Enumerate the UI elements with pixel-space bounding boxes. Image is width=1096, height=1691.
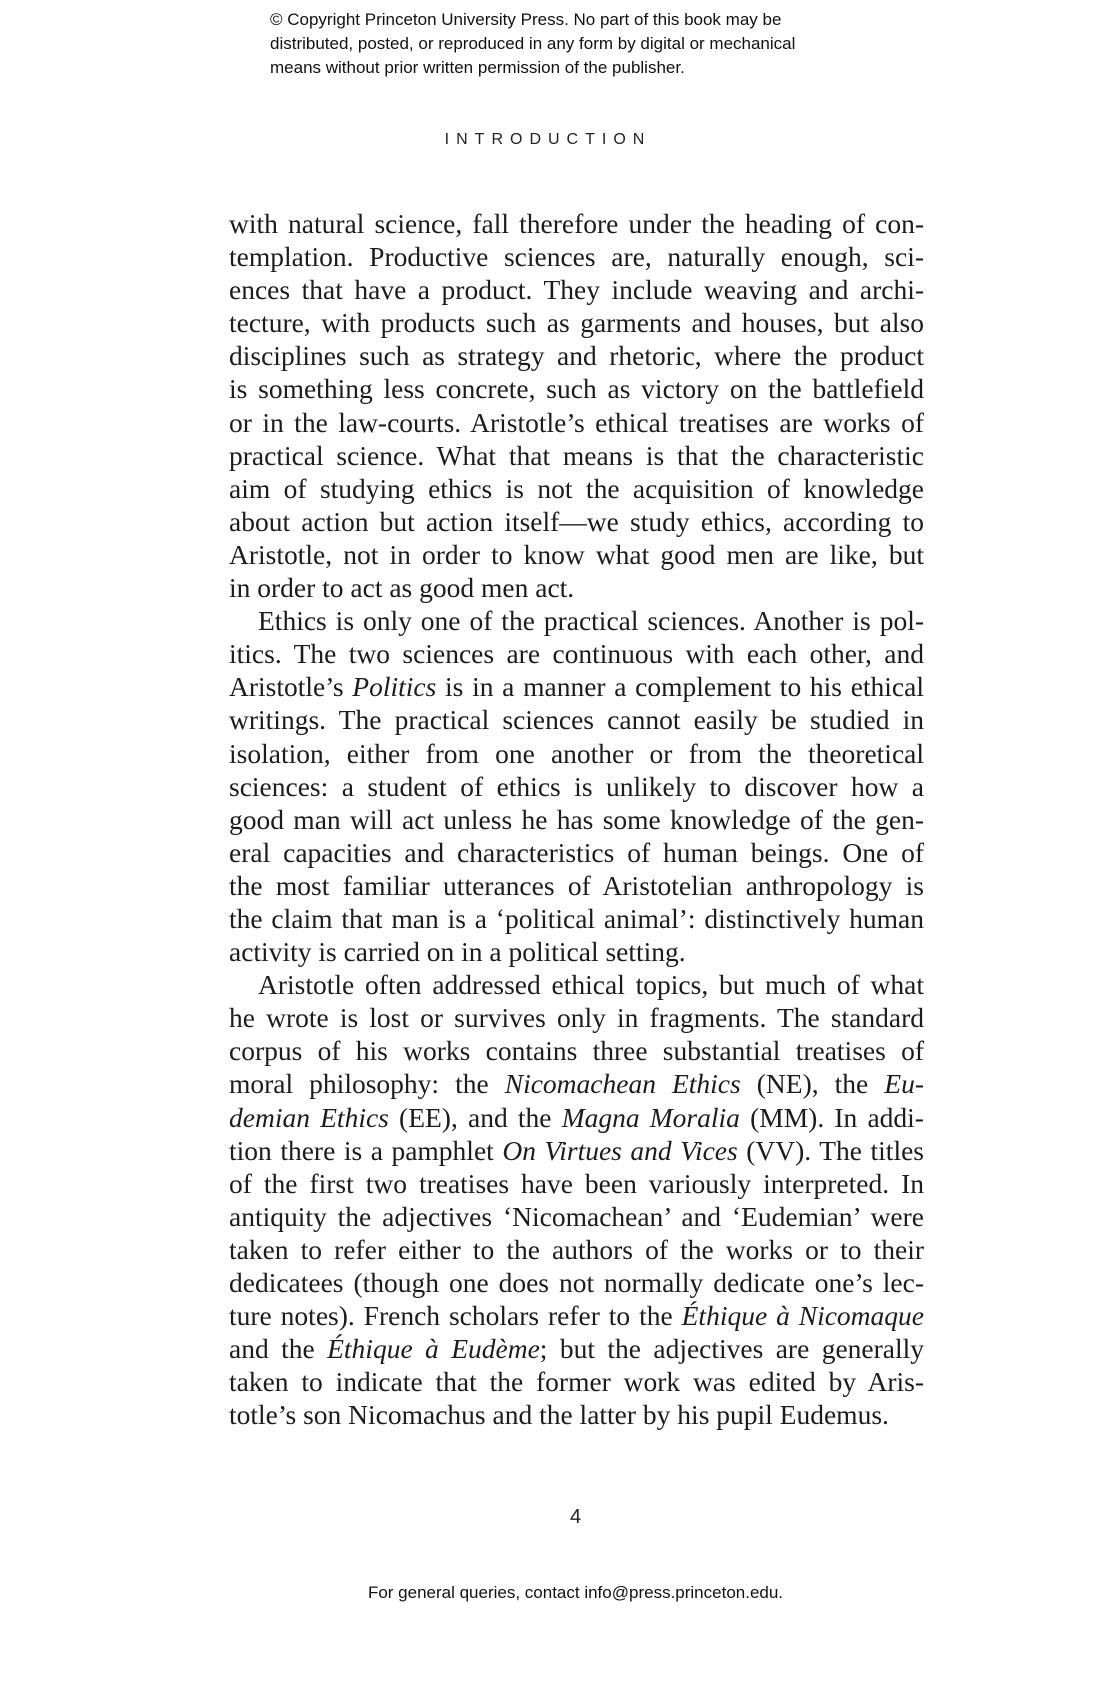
text-line: in order to act as good men act. bbox=[229, 572, 575, 604]
footer-contact: For general queries, contact info@press.princeton.edu. bbox=[367, 1583, 784, 1602]
text-line: aim of studying ethics is not the acquisition of knowledge bbox=[229, 472, 924, 504]
text-line: Ethics is only one of the practical sciences. Another is pol- bbox=[258, 605, 924, 637]
text-line bbox=[229, 1134, 924, 1167]
text-line: itics. The two sciences are continuous with each other, and bbox=[229, 638, 924, 670]
text-line: the claim that man is a ‘political animal’: distinctively human bbox=[229, 902, 924, 934]
text-line: the most familiar utterances of Aristotelian anthropology is bbox=[229, 869, 924, 901]
text-line bbox=[229, 670, 924, 703]
italic-title: demian Ethics bbox=[229, 1101, 389, 1133]
text-line bbox=[229, 1332, 924, 1365]
italic-title: Éthique à Eudème bbox=[327, 1333, 540, 1365]
italic-title: Éthique à Nicomaque bbox=[681, 1300, 925, 1332]
italic-title: Eu- bbox=[884, 1068, 924, 1100]
italic-title: Nicomachean Ethics bbox=[504, 1068, 741, 1100]
text-segment: ; but the adjectives are generally bbox=[539, 1333, 924, 1365]
copyright-line: means without prior written permission of the publisher. bbox=[270, 58, 685, 77]
text-line: corpus of his works contains three substantial treatises of bbox=[229, 1035, 924, 1067]
text-line: sciences: a student of ethics is unlikely to discover how a bbox=[229, 770, 924, 802]
text-line: he wrote is lost or survives only in fragments. The standard bbox=[229, 1002, 924, 1034]
text-segment: Aristotle’s bbox=[229, 671, 353, 703]
text-line: dedicatees (though one does not normally dedicate one’s lec- bbox=[229, 1267, 924, 1298]
text-segment: (NE), the bbox=[740, 1068, 885, 1100]
text-line: is something less concrete, such as victory on the battlefield bbox=[229, 373, 924, 405]
text-line: with natural science, fall therefore under the heading of con- bbox=[229, 208, 924, 239]
text-line bbox=[229, 1067, 924, 1100]
text-segment: moral philosophy: the bbox=[229, 1068, 505, 1100]
italic-title: On Virtues and Vices bbox=[502, 1134, 738, 1166]
text-line: taken to refer either to the authors of the works or to their bbox=[229, 1233, 924, 1265]
text-segment: (MM). In addi- bbox=[739, 1101, 924, 1133]
text-line: tecture, with products such as garments and houses, but also bbox=[229, 307, 924, 339]
text-line: of the first two treatises have been variously interpreted. In bbox=[229, 1167, 924, 1199]
text-line: Aristotle, not in order to know what good men are like, but bbox=[229, 538, 924, 570]
text-line: or in the law-courts. Aristotle’s ethical treatises are works of bbox=[229, 406, 924, 438]
italic-title: Magna Moralia bbox=[561, 1101, 740, 1133]
text-line: writings. The practical sciences cannot easily be studied in bbox=[229, 704, 924, 736]
italic-title: Politics bbox=[352, 671, 437, 703]
text-segment: (VV). The titles bbox=[737, 1134, 924, 1166]
text-line: about action but action itself—we study ethics, according to bbox=[229, 505, 924, 537]
text-segment: is in a manner a complement to his ethical bbox=[436, 671, 924, 703]
text-line: antiquity the adjectives ‘Nicomachean’ and ‘Eudemian’ were bbox=[229, 1200, 924, 1232]
text-line bbox=[229, 1101, 924, 1134]
running-head: INTRODUCTION bbox=[444, 131, 652, 148]
text-segment: tion there is a pamphlet bbox=[229, 1134, 503, 1166]
text-line: disciplines such as strategy and rhetoric, where the product bbox=[229, 340, 924, 372]
text-line: eral capacities and characteristics of human beings. One of bbox=[229, 836, 924, 868]
copyright-line: © Copyright Princeton University Press. No part of this book may be bbox=[270, 10, 782, 29]
copyright-line: distributed, posted, or reproduced in any form by digital or mechanical bbox=[270, 34, 796, 53]
text-line: activity is carried on in a political setting. bbox=[229, 936, 686, 968]
text-line: Aristotle often addressed ethical topics, but much of what bbox=[258, 969, 924, 1001]
text-segment: (EE), and the bbox=[388, 1101, 562, 1133]
copyright-notice bbox=[270, 8, 910, 80]
text-line: good man will act unless he has some knowledge of the gen- bbox=[229, 803, 924, 835]
page-number: 4 bbox=[569, 1506, 582, 1528]
text-line: taken to indicate that the former work was edited by Aris- bbox=[229, 1366, 924, 1398]
text-line: templation. Productive sciences are, naturally enough, sci- bbox=[229, 241, 924, 273]
body-text bbox=[229, 207, 924, 1431]
text-line: ences that have a product. They include weaving and archi- bbox=[229, 274, 924, 306]
text-line: totle’s son Nicomachus and the latter by his pupil Eudemus. bbox=[229, 1399, 889, 1431]
text-segment: and the bbox=[229, 1333, 328, 1365]
text-line bbox=[229, 1299, 924, 1332]
text-line: practical science. What that means is that the characteristic bbox=[229, 439, 924, 471]
text-line: isolation, either from one another or from the theoretical bbox=[229, 737, 924, 769]
text-segment: ture notes). French scholars refer to the bbox=[229, 1300, 682, 1332]
